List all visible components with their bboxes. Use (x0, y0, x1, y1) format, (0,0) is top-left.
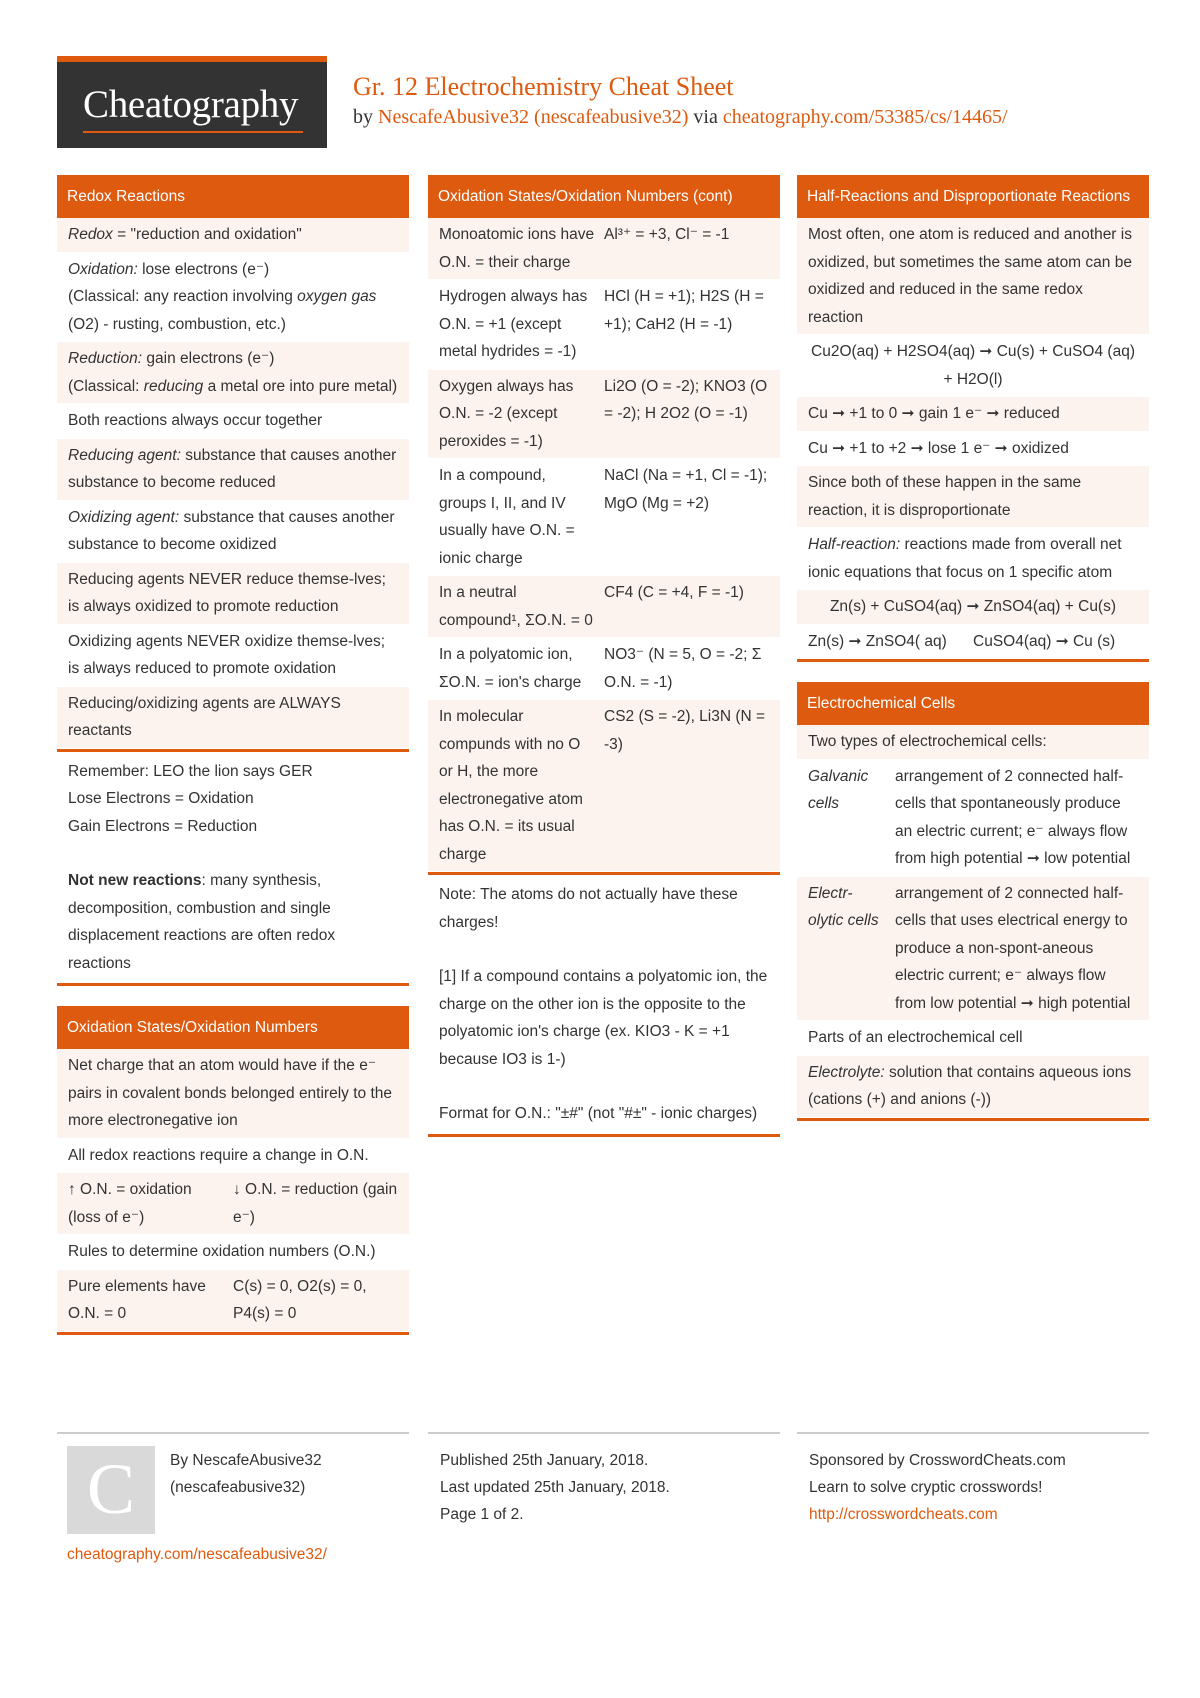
list-item: Cu ➞ +1 to 0 ➞ gain 1 e⁻ ➞ reduced (797, 397, 1149, 432)
list-item: Galvanic cells arrangement of 2 connected half-cells that spontaneously produce an electric current; e⁻ always flow from high potential ➞ low potential (797, 760, 1149, 877)
logo-underline (83, 131, 303, 133)
list-item: Zn(s) + CuSO4(aq) ➞ ZnSO4(aq) + Cu(s) (797, 590, 1149, 625)
avatar[interactable] (67, 1446, 155, 1534)
table-row: Oxygen always has O.N. = -2 (except peroxides = -1) Li2O (O = -2); KNO3 (O = -2); H 2O2 (O = -1) (428, 370, 780, 460)
list-item: Net charge that an atom would have if the e⁻ pairs in covalent bonds belonged entirely to the more electronegative ion (57, 1049, 409, 1139)
sponsor-link[interactable]: http://crosswordcheats.com (809, 1506, 998, 1523)
sponsor-text: Learn to solve cryptic crosswords! (809, 1479, 1043, 1496)
published-date: Published 25th January, 2018. (440, 1452, 649, 1469)
section-title: Redox Reactions (57, 175, 409, 218)
avatar-letter: C (86, 1449, 136, 1529)
footer-divider (797, 1432, 1149, 1434)
page-title: Gr. 12 Electrochemistry Cheat Sheet (353, 72, 734, 101)
redox-reactions-box (57, 175, 409, 986)
list-item: Cu ➞ +1 to +2 ➞ lose 1 e⁻ ➞ oxidized (797, 432, 1149, 467)
section-title: Half-Reactions and Disproportionate Reactions (797, 175, 1149, 218)
publish-info (440, 1447, 670, 1528)
list-item: Zn(s) ➞ ZnSO4( aq) CuSO4(aq) ➞ Cu (s) (797, 625, 1149, 660)
box-note: Remember: LEO the lion says GER Lose Electrons = Oxidation Gain Electrons = Reduction Not new reactions: many synthesis, decomposition, combustion and single displacement reactions are often redox reactions (57, 749, 409, 984)
list-item: All redox reactions require a change in O.N. (57, 1139, 409, 1174)
column-3 (797, 175, 1149, 1141)
list-item: Half-reaction: reactions made from overall net ionic equations that focus on 1 specific atom (797, 528, 1149, 590)
byline (353, 106, 1008, 129)
section-title: Oxidation States/Oxidation Numbers (57, 1006, 409, 1049)
half-reactions-box (797, 175, 1149, 662)
list-item: Most often, one atom is reduced and another is oxidized, but sometimes the same atom can be oxidized and reduced in the same redox reaction (797, 218, 1149, 335)
list-item: Electr-olytic cells arrangement of 2 connected half-cells that uses electrical energy to produce a non-spont-aneous electric current; e⁻ always flow from low potential ➞ high potential (797, 877, 1149, 1022)
author-info (170, 1447, 322, 1501)
oxidation-states-box (57, 1006, 409, 1335)
column-1 (57, 175, 409, 1355)
list-item: Reducing agent: substance that causes another substance to become reduced (57, 439, 409, 501)
sponsor-name: Sponsored by CrosswordCheats.com (809, 1452, 1066, 1469)
table-row: In a polyatomic ion, ΣO.N. = ion's charge NO3⁻ (N = 5, O = -2; Σ O.N. = -1) (428, 638, 780, 700)
section-title: Electrochemical Cells (797, 682, 1149, 725)
list-item: Reducing/oxidizing agents are ALWAYS reactants (57, 687, 409, 749)
list-item: Pure elements have O.N. = 0 C(s) = 0, O2(s) = 0, P4(s) = 0 (57, 1270, 409, 1332)
list-item: Rules to determine oxidation numbers (O.N.) (57, 1235, 409, 1270)
updated-date: Last updated 25th January, 2018. (440, 1479, 670, 1496)
table-row: In a neutral compound¹, ΣO.N. = 0 CF4 (C = +4, F = -1) (428, 576, 780, 638)
section-title: Oxidation States/Oxidation Numbers (cont) (428, 175, 780, 218)
footer-divider (428, 1432, 780, 1434)
author-name[interactable]: By NescafeAbusive32 (170, 1452, 322, 1469)
footer-divider (57, 1432, 409, 1434)
list-item: ↑ O.N. = oxidation (loss of e⁻) ↓ O.N. = reduction (gain e⁻) (57, 1173, 409, 1235)
sponsor-info (809, 1447, 1066, 1528)
list-item: Reducing agents NEVER reduce themse-lves; is always oxidized to promote reduction (57, 563, 409, 625)
table-row: Monoatomic ions have O.N. = their charge Al³⁺ = +3, Cl⁻ = -1 (428, 218, 780, 280)
table-row: Hydrogen always has O.N. = +1 (except metal hydrides = -1) HCl (H = +1); H2S (H = +1); CaH2 (H = -1) (428, 280, 780, 370)
list-item: Oxidation: lose electrons (e⁻) (Classical: any reaction involving oxygen gas (O2) - rusting, combustion, etc.) (57, 253, 409, 343)
page-number: Page 1 of 2. (440, 1506, 524, 1523)
profile-link[interactable]: cheatography.com/nescafeabusive32/ (67, 1546, 327, 1563)
table-row: In molecular compunds with no O or H, the more electronegative atom has O.N. = its usual charge CS2 (S = -2), Li3N (N = -3) (428, 700, 780, 872)
oxidation-states-cont-box (428, 175, 780, 1137)
author-link[interactable]: NescafeAbusive32 (nescafeabusive32) (378, 106, 689, 128)
column-2 (428, 175, 780, 1157)
byline-via: via (693, 106, 718, 128)
box-note: Note: The atoms do not actually have these charges! [1] If a compound contains a polyatomic ion, the charge on the other ion is the opposite to the polyatomic ion's charge (ex. KIO3 - K = +1 because IO3 is 1-) Format for O.N.: "±#" (not "#±" - ionic charges) (428, 872, 780, 1134)
list-item: Oxidizing agent: substance that causes another substance to become oxidized (57, 501, 409, 563)
list-item: Cu2O(aq) + H2SO4(aq) ➞ Cu(s) + CuSO4 (aq) + H2O(l) (797, 335, 1149, 397)
list-item: Two types of electrochemical cells: (797, 725, 1149, 760)
table-row: In a compound, groups I, II, and IV usually have O.N. = ionic charge NaCl (Na = +1, Cl = -1); MgO (Mg = +2) (428, 459, 780, 576)
list-item: Reduction: gain electrons (e⁻) (Classical: reducing a metal ore into pure metal) (57, 342, 409, 404)
byline-by: by (353, 106, 373, 128)
author-handle: (nescafeabusive32) (170, 1479, 306, 1496)
electrochemical-cells-box (797, 682, 1149, 1121)
list-item: Oxidizing agents NEVER oxidize themse-lves; is always reduced to promote oxidation (57, 625, 409, 687)
cheatography-logo[interactable] (57, 56, 327, 148)
list-item: Electrolyte: solution that contains aqueous ions (cations (+) and anions (-)) (797, 1056, 1149, 1118)
list-item: Redox = "reduction and oxidation" (57, 218, 409, 253)
list-item: Both reactions always occur together (57, 404, 409, 439)
list-item: Since both of these happen in the same reaction, it is disproportionate (797, 466, 1149, 528)
sheet-url-link[interactable]: cheatography.com/53385/cs/14465/ (722, 106, 1008, 128)
logo-text: Cheatography (83, 83, 299, 126)
list-item: Parts of an electrochemical cell (797, 1021, 1149, 1056)
